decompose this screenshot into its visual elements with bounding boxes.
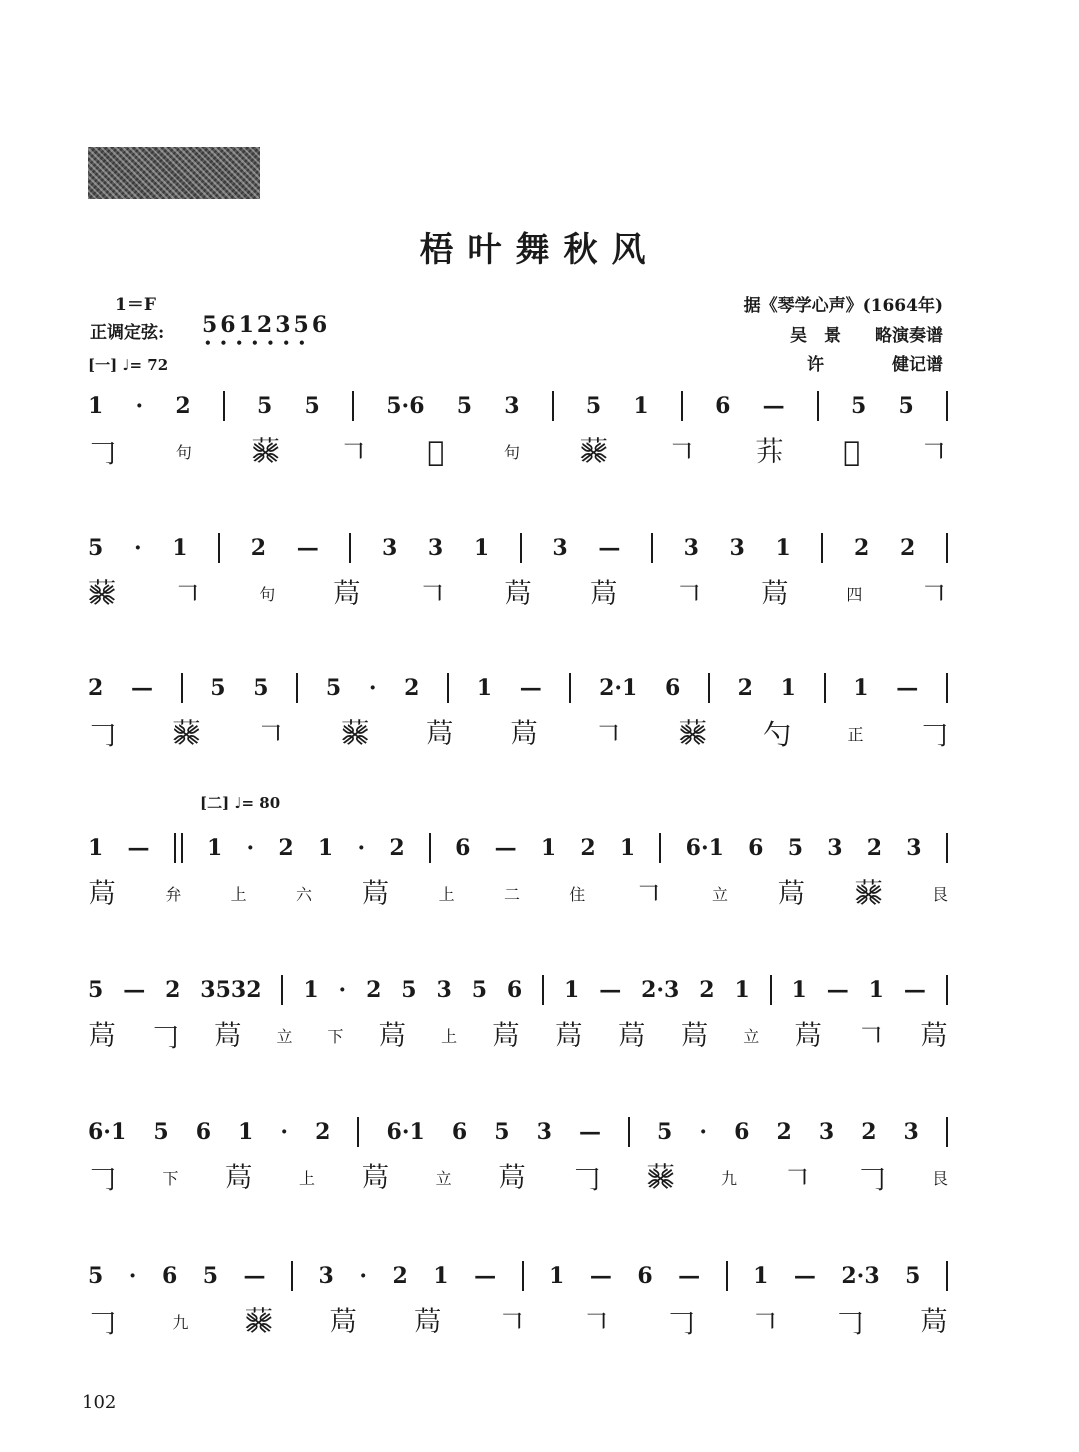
tablature-glyph: 𦯃 bbox=[213, 1019, 242, 1052]
note-token: 2·3 bbox=[841, 1263, 880, 1289]
jianpu-notes-line bbox=[88, 972, 948, 1008]
note-token: 5 bbox=[304, 393, 320, 419]
qin-tablature-line bbox=[88, 568, 948, 618]
note-token: · bbox=[246, 835, 255, 861]
note-token: 1 bbox=[633, 393, 649, 419]
note-token: 5 bbox=[905, 1263, 921, 1289]
note-token: 3 bbox=[906, 835, 922, 861]
note-token: 1 bbox=[868, 977, 884, 1003]
note-token: 3 bbox=[683, 535, 699, 561]
note-token: 3 bbox=[827, 835, 843, 861]
tablature-glyph: 上 bbox=[298, 1168, 315, 1188]
tablature-glyph: 𦯃 bbox=[425, 717, 454, 750]
note-token: 3 bbox=[536, 1119, 552, 1145]
tablature-glyph: 𠃍 bbox=[418, 578, 447, 611]
tablature-glyph: 𦯃 bbox=[497, 1161, 526, 1194]
note-token: 5 bbox=[88, 977, 104, 1003]
note-token: 5 bbox=[898, 393, 914, 419]
note-token: 2 bbox=[854, 535, 870, 561]
note-token: 5 bbox=[471, 977, 487, 1003]
tablature-glyph: 𠃌 bbox=[150, 1020, 179, 1053]
note-token: 2 bbox=[861, 1119, 877, 1145]
note-token: 3 bbox=[552, 535, 568, 561]
barline bbox=[349, 533, 351, 563]
note-token: · bbox=[128, 1263, 137, 1289]
note-token: 5 bbox=[88, 1263, 104, 1289]
score-system bbox=[88, 962, 953, 1072]
page-number: 102 bbox=[82, 1392, 117, 1413]
note-token: — bbox=[123, 977, 146, 1003]
tablature-glyph: 𠃌 bbox=[919, 718, 948, 751]
score-system bbox=[88, 1248, 953, 1358]
note-token: 2 bbox=[88, 675, 104, 701]
barline bbox=[770, 975, 772, 1005]
note-token: 1 bbox=[317, 835, 334, 861]
note-token: 2 bbox=[866, 835, 883, 861]
barline bbox=[708, 673, 710, 703]
note-token: 5 bbox=[657, 1119, 673, 1145]
tablature-glyph: 𦯃 bbox=[503, 577, 532, 610]
qin-tablature-line bbox=[88, 868, 948, 918]
barline bbox=[946, 533, 948, 563]
note-token: 5 bbox=[850, 393, 867, 419]
tablature-glyph: 上 bbox=[441, 1026, 458, 1046]
score-system bbox=[88, 1104, 953, 1214]
barline bbox=[946, 833, 948, 863]
barline bbox=[824, 673, 826, 703]
note-token: 6 bbox=[451, 1119, 468, 1145]
barline bbox=[223, 391, 225, 421]
note-token: 2 bbox=[899, 535, 916, 561]
tablature-glyph: 六 bbox=[295, 884, 312, 904]
tablature-glyph: 𦯃 bbox=[378, 1019, 407, 1052]
barline bbox=[651, 533, 653, 563]
barline bbox=[281, 975, 283, 1005]
note-token: 1 bbox=[780, 675, 796, 701]
tablature-glyph: 𦯃 bbox=[794, 1019, 823, 1052]
note-token: 1 bbox=[734, 977, 750, 1003]
note-token: 5 bbox=[253, 675, 269, 701]
qin-tablature-line bbox=[88, 1010, 948, 1060]
barline bbox=[946, 1261, 948, 1291]
note-token: — bbox=[599, 977, 622, 1003]
note-token: 2·3 bbox=[641, 977, 680, 1003]
tablature-glyph: 𠃍 bbox=[256, 718, 285, 751]
tablature-glyph: 𦯃 bbox=[680, 1019, 709, 1052]
note-token: · bbox=[699, 1119, 708, 1145]
tablature-glyph: 四 bbox=[846, 584, 863, 604]
note-token: 3 bbox=[818, 1119, 835, 1145]
tablature-glyph: 𦭘 bbox=[843, 434, 861, 468]
tablature-glyph: 𦯃 bbox=[224, 1161, 253, 1194]
note-token: 6 bbox=[161, 1263, 178, 1289]
tablature-glyph: 九 bbox=[720, 1168, 737, 1188]
barline bbox=[552, 391, 554, 421]
tablature-glyph: 𠃍 bbox=[783, 1162, 812, 1195]
tuning-octave-dots: ••••••• bbox=[204, 336, 314, 350]
barline bbox=[726, 1261, 728, 1291]
note-token: 3532 bbox=[200, 977, 262, 1003]
note-token: 2 bbox=[250, 535, 267, 561]
note-token: 5 bbox=[257, 393, 273, 419]
note-token: 6·1 bbox=[88, 1119, 127, 1145]
barline bbox=[429, 833, 431, 863]
note-token: 3 bbox=[504, 393, 520, 419]
qin-tablature-line bbox=[88, 1152, 948, 1202]
note-token: — bbox=[826, 977, 849, 1003]
score-system bbox=[88, 378, 953, 488]
note-token: 2 bbox=[175, 393, 191, 419]
note-token: — bbox=[678, 1263, 701, 1289]
note-token: 1 bbox=[172, 535, 188, 561]
tablature-glyph: 𠃍 bbox=[667, 436, 696, 469]
barline bbox=[569, 673, 571, 703]
tempo-marking-1: [一] ♩= 72 bbox=[88, 356, 169, 374]
tablature-glyph: 九 bbox=[172, 1312, 189, 1332]
note-token: 3 bbox=[318, 1263, 334, 1289]
note-token: 1 bbox=[206, 835, 223, 861]
note-token: 2 bbox=[366, 977, 382, 1003]
tablature-glyph: 𦯃 bbox=[361, 877, 390, 910]
tablature-glyph: 𦮙 bbox=[251, 435, 280, 468]
note-token: 1 bbox=[549, 1263, 565, 1289]
note-token: 5 bbox=[585, 393, 602, 419]
note-token: — bbox=[578, 1119, 601, 1145]
tablature-glyph: 𠃍 bbox=[634, 878, 663, 911]
tablature-glyph: 𦭊 bbox=[755, 435, 784, 468]
jianpu-notes-line bbox=[88, 388, 948, 424]
note-token: 1 bbox=[775, 535, 791, 561]
tablature-glyph: 𦯃 bbox=[332, 577, 361, 610]
tablature-glyph: 𦯃 bbox=[589, 577, 618, 610]
tablature-glyph: 𦯃 bbox=[554, 1019, 583, 1052]
barline bbox=[447, 673, 449, 703]
barline bbox=[946, 391, 948, 421]
tablature-glyph: 𠃌 bbox=[88, 436, 117, 469]
source-credit: 据《琴学心声》(1664年) bbox=[743, 296, 943, 316]
note-token: 6 bbox=[455, 835, 471, 861]
tablature-glyph: 𠃌 bbox=[666, 1306, 695, 1339]
tablature-glyph: 艮 bbox=[931, 1168, 948, 1188]
tablature-glyph: 𠃌 bbox=[88, 1162, 117, 1195]
barline bbox=[628, 1117, 630, 1147]
note-token: 2 bbox=[404, 675, 420, 701]
note-token: 1 bbox=[540, 835, 557, 861]
note-token: 6·1 bbox=[386, 1119, 425, 1145]
tablature-glyph: 𦯃 bbox=[329, 1305, 358, 1338]
tablature-glyph: 立 bbox=[276, 1026, 293, 1046]
note-token: 1 bbox=[238, 1119, 254, 1145]
tablature-glyph: 上 bbox=[230, 884, 247, 904]
tablature-glyph: 𠃌 bbox=[572, 1162, 601, 1195]
tablature-glyph: 弁 bbox=[165, 884, 182, 904]
tablature-glyph: 𠃍 bbox=[919, 436, 948, 469]
note-token: 5 bbox=[210, 675, 226, 701]
note-token: 5 bbox=[202, 1263, 219, 1289]
note-token: 6 bbox=[715, 393, 731, 419]
note-token: 6 bbox=[195, 1119, 211, 1145]
note-token: 2 bbox=[315, 1119, 331, 1145]
note-token: — bbox=[762, 393, 785, 419]
barline bbox=[542, 975, 544, 1005]
tuning-label: 正调定弦: bbox=[90, 323, 165, 343]
note-token: · bbox=[359, 1263, 367, 1289]
barline bbox=[218, 533, 220, 563]
note-token: 1 bbox=[88, 393, 104, 419]
barline bbox=[946, 1117, 948, 1147]
qin-tablature-line bbox=[88, 426, 948, 476]
tablature-glyph: 立 bbox=[711, 884, 728, 904]
barline bbox=[946, 673, 948, 703]
note-token: 6 bbox=[748, 835, 764, 861]
tablature-glyph: 𦯃 bbox=[88, 877, 117, 910]
tablature-glyph: 句 bbox=[175, 442, 192, 462]
note-token: 2 bbox=[580, 835, 596, 861]
tablature-glyph: 𠃌 bbox=[88, 1306, 117, 1339]
barline bbox=[681, 391, 683, 421]
note-token: 5 bbox=[88, 535, 104, 561]
note-token: · bbox=[338, 977, 347, 1003]
tablature-glyph: 𠃍 bbox=[856, 1020, 885, 1053]
score-system bbox=[88, 820, 953, 930]
tablature-glyph: 𦯃 bbox=[509, 717, 538, 750]
note-token: · bbox=[357, 835, 366, 861]
tempo-marking-2: [二] ♩= 80 bbox=[200, 794, 281, 812]
barline bbox=[352, 391, 354, 421]
tablature-glyph: 𦮙 bbox=[172, 717, 201, 750]
jianpu-notes-line bbox=[88, 1258, 948, 1294]
tablature-glyph: 𠃍 bbox=[675, 578, 704, 611]
tuning-notes: 5612356 bbox=[202, 312, 331, 338]
note-token: · bbox=[135, 393, 144, 419]
tablature-glyph: 𦮙 bbox=[88, 577, 117, 610]
score-system bbox=[88, 660, 953, 770]
tablature-glyph: 𠃍 bbox=[497, 1306, 526, 1339]
note-token: 6 bbox=[665, 675, 681, 701]
performer-credit: 吴 景 略演奏谱 bbox=[790, 326, 943, 346]
note-token: · bbox=[133, 535, 142, 561]
jianpu-notes-line bbox=[88, 530, 948, 566]
tablature-glyph: 𦮙 bbox=[646, 1161, 675, 1194]
note-token: 1 bbox=[473, 535, 490, 561]
jianpu-notes-line bbox=[88, 670, 948, 706]
note-token: — bbox=[903, 977, 926, 1003]
note-token: — bbox=[589, 1263, 612, 1289]
note-token: · bbox=[368, 675, 377, 701]
note-token: 5 bbox=[153, 1119, 169, 1145]
barline bbox=[821, 533, 823, 563]
score-system bbox=[88, 520, 953, 630]
note-token: — bbox=[896, 675, 919, 701]
section-header-block bbox=[88, 147, 260, 199]
jianpu-notes-line bbox=[88, 830, 948, 866]
tablature-glyph: 句 bbox=[503, 442, 520, 462]
note-token: 2 bbox=[278, 835, 294, 861]
tablature-glyph: 下 bbox=[162, 1168, 179, 1188]
note-token: 1 bbox=[563, 977, 580, 1003]
note-token: 2 bbox=[165, 977, 181, 1003]
tablature-glyph: 𦯃 bbox=[617, 1019, 646, 1052]
note-token: — bbox=[296, 535, 319, 561]
barline bbox=[817, 391, 819, 421]
barline bbox=[522, 1261, 524, 1291]
tablature-glyph: 立 bbox=[743, 1026, 760, 1046]
barline bbox=[296, 673, 298, 703]
note-token: 1 bbox=[476, 675, 493, 701]
qin-tablature-line bbox=[88, 708, 948, 758]
note-token: — bbox=[243, 1263, 266, 1289]
note-token: 2 bbox=[699, 977, 715, 1003]
note-token: 3 bbox=[381, 535, 398, 561]
note-token: 3 bbox=[436, 977, 452, 1003]
tablature-glyph: 𦯃 bbox=[413, 1305, 442, 1338]
tablature-glyph: 𠃍 bbox=[339, 436, 368, 469]
tablature-glyph: 𠃌 bbox=[88, 718, 117, 751]
tablature-glyph: 立 bbox=[435, 1168, 452, 1188]
note-token: 2 bbox=[389, 835, 405, 861]
tablature-glyph: 二 bbox=[503, 884, 520, 904]
note-token: 6·1 bbox=[685, 835, 724, 861]
jianpu-notes-line bbox=[88, 1114, 948, 1150]
note-token: — bbox=[474, 1263, 497, 1289]
barline bbox=[946, 975, 948, 1005]
tablature-glyph: 𦯃 bbox=[777, 877, 806, 910]
note-token: · bbox=[280, 1119, 289, 1145]
barline bbox=[659, 833, 661, 863]
tablature-glyph: 𦮙 bbox=[678, 717, 707, 750]
note-token: 1 bbox=[753, 1263, 769, 1289]
tablature-glyph: 𦯃 bbox=[491, 1019, 520, 1052]
tablature-glyph: 𠃌 bbox=[857, 1162, 886, 1195]
tablature-glyph: 𠃍 bbox=[594, 718, 623, 751]
note-token: 2 bbox=[776, 1119, 792, 1145]
key-signature: 1＝F bbox=[115, 295, 156, 315]
tablature-glyph: 𦯃 bbox=[361, 1161, 390, 1194]
note-token: — bbox=[793, 1263, 816, 1289]
tablature-glyph: 𦮙 bbox=[244, 1305, 273, 1338]
note-token: — bbox=[598, 535, 621, 561]
barline bbox=[357, 1117, 359, 1147]
note-token: 1 bbox=[619, 835, 636, 861]
barline bbox=[181, 673, 183, 703]
note-token: 1 bbox=[791, 977, 807, 1003]
tablature-glyph: 𠃍 bbox=[173, 578, 202, 611]
note-token: 1 bbox=[88, 835, 104, 861]
tablature-glyph: 下 bbox=[327, 1026, 344, 1046]
note-token: 1 bbox=[433, 1263, 449, 1289]
note-token: 1 bbox=[853, 675, 869, 701]
tablature-glyph: 𦮙 bbox=[579, 435, 608, 468]
note-token: 5 bbox=[494, 1119, 510, 1145]
note-token: — bbox=[519, 675, 542, 701]
note-token: 5 bbox=[456, 393, 473, 419]
tablature-glyph: 住 bbox=[569, 884, 586, 904]
note-token: 1 bbox=[303, 977, 319, 1003]
tablature-glyph: 𦮙 bbox=[341, 717, 370, 750]
recorder-credit: 许 健记谱 bbox=[807, 355, 943, 375]
note-token: 2 bbox=[392, 1263, 408, 1289]
note-token: 5·6 bbox=[386, 393, 425, 419]
barline bbox=[520, 533, 522, 563]
note-token: 2 bbox=[737, 675, 753, 701]
note-token: 6 bbox=[734, 1119, 750, 1145]
tablature-glyph: 正 bbox=[847, 724, 864, 744]
tablature-glyph: 𠃌 bbox=[835, 1306, 864, 1339]
note-token: — bbox=[130, 675, 153, 701]
barline bbox=[174, 833, 183, 863]
tablature-glyph: 句 bbox=[259, 584, 276, 604]
note-token: 5 bbox=[325, 675, 342, 701]
tablature-glyph: 𦮙 bbox=[854, 877, 883, 910]
tablature-glyph: 𠃍 bbox=[751, 1306, 780, 1339]
note-token: 5 bbox=[787, 835, 803, 861]
note-token: 3 bbox=[427, 535, 444, 561]
tablature-glyph: 𦯃 bbox=[919, 1019, 948, 1052]
note-token: — bbox=[494, 835, 517, 861]
note-token: — bbox=[127, 835, 150, 861]
note-token: 2·1 bbox=[599, 675, 638, 701]
tablature-glyph: 𦯃 bbox=[88, 1019, 117, 1052]
tablature-glyph: 勺 bbox=[763, 718, 792, 751]
note-token: 3 bbox=[729, 535, 745, 561]
note-token: 6 bbox=[506, 977, 523, 1003]
tablature-glyph: 𦬐 bbox=[427, 434, 445, 468]
qin-tablature-line bbox=[88, 1296, 948, 1346]
tablature-glyph: 艮 bbox=[931, 884, 948, 904]
barline bbox=[291, 1261, 293, 1291]
tablature-glyph: 𠃍 bbox=[919, 578, 948, 611]
note-token: 3 bbox=[903, 1119, 919, 1145]
tablature-glyph: 上 bbox=[438, 884, 455, 904]
page-title: 梧叶舞秋风 bbox=[419, 230, 660, 270]
note-token: 6 bbox=[637, 1263, 653, 1289]
note-token: 5 bbox=[401, 977, 417, 1003]
tablature-glyph: 𦯃 bbox=[919, 1305, 948, 1338]
tablature-glyph: 𠃍 bbox=[582, 1306, 611, 1339]
tablature-glyph: 𦯃 bbox=[760, 577, 789, 610]
